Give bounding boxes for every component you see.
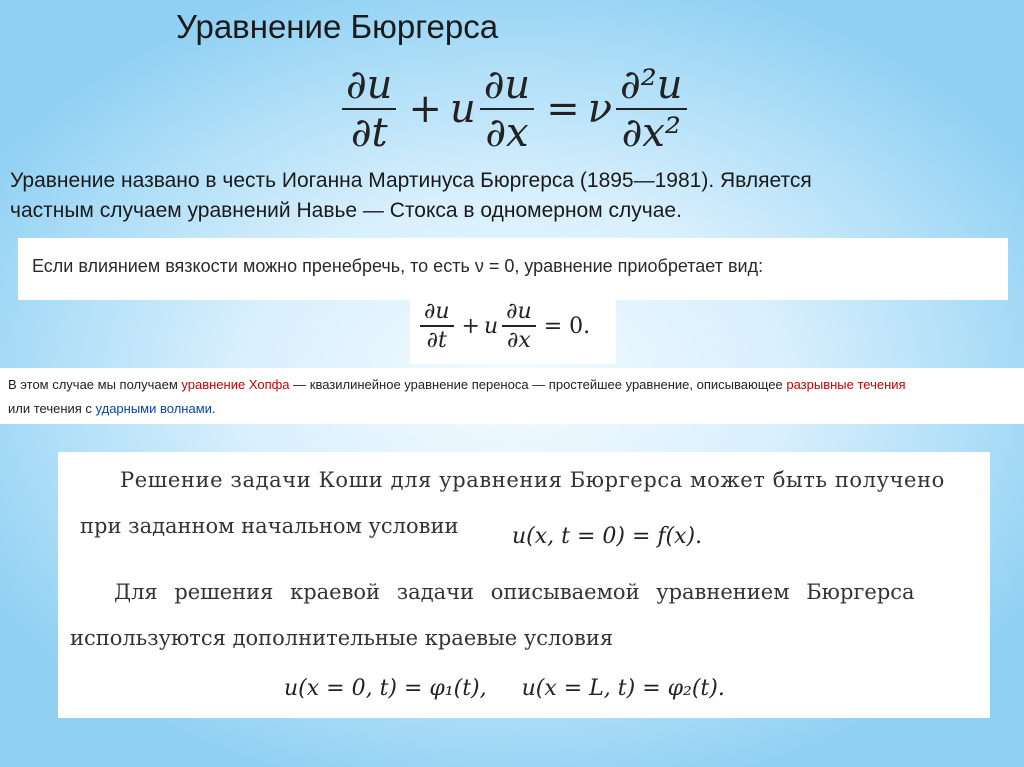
equals-sign: =: [546, 86, 580, 132]
text: .: [211, 401, 216, 416]
du-dx-fraction: [480, 64, 534, 154]
intro-paragraph: [10, 166, 812, 226]
du-dt-fraction: [420, 300, 454, 352]
burgers-equation: [338, 64, 691, 154]
intro-line: Уравнение названо в честь Иоганна Мартинуса Бюргерса (1895—1981). Является: [10, 169, 812, 192]
hopf-equation: [416, 300, 590, 352]
u-variable: u: [449, 86, 476, 132]
cauchy-line: Для решения краевой задачи описываемой уравнением Бюргерса: [114, 580, 915, 604]
text: — квазилинейное уравнение переноса — простейшее уравнение, описывающее: [289, 377, 787, 392]
plus-sign: +: [461, 313, 480, 339]
nu-variable: ν: [587, 86, 613, 132]
plus-sign: +: [408, 86, 442, 132]
numerator: ∂u: [342, 64, 396, 110]
equals-zero: = 0.: [543, 313, 591, 339]
cauchy-line: используются дополнительные краевые условия: [70, 626, 614, 650]
hopf-description-box: [0, 368, 1024, 424]
numerator: ∂u: [502, 300, 536, 327]
text: или течения с: [8, 401, 96, 416]
denominator: ∂t: [426, 328, 447, 354]
u-variable: u: [483, 313, 499, 339]
shock-waves-link[interactable]: ударными волнами: [95, 401, 212, 416]
numerator: ∂u: [420, 300, 454, 327]
denominator: ∂x²: [621, 110, 681, 156]
viscosity-note-box: [18, 238, 1008, 300]
viscosity-note: Если влиянием вязкости можно пренебречь, то есть ν = 0, уравнение приобретает вид:: [32, 256, 764, 276]
cauchy-problem-box: [58, 452, 990, 718]
denominator: ∂x: [485, 110, 529, 156]
slide-title: Уравнение Бюргерса: [176, 8, 499, 45]
hopf-equation-link[interactable]: уравнение Хопфа: [181, 377, 290, 392]
denominator: ∂t: [350, 110, 388, 156]
discontinuous-flows-link[interactable]: разрывные течения: [786, 377, 906, 392]
hopf-line-1: [8, 377, 906, 392]
numerator: ∂u: [480, 64, 534, 110]
boundary-conditions: u(x = 0, t) = φ₁(t), u(x = L, t) = φ₂(t).: [284, 676, 725, 701]
denominator: ∂x: [507, 328, 531, 354]
cauchy-line: Решение задачи Коши для уравнения Бюргерса может быть получено: [120, 468, 945, 492]
numerator: ∂²u: [616, 64, 686, 110]
hopf-line-2: [8, 401, 216, 416]
intro-line: частным случаем уравнений Навье — Стокса в одномерном случае.: [10, 199, 682, 222]
text: В этом случае мы получаем: [8, 377, 182, 392]
initial-condition: u(x, t = 0) = f(x).: [512, 524, 703, 549]
d2u-dx2-fraction: [616, 64, 686, 154]
du-dx-fraction: [502, 300, 536, 352]
du-dt-fraction: [342, 64, 396, 154]
cauchy-line: при заданном начальном условии: [80, 514, 459, 538]
